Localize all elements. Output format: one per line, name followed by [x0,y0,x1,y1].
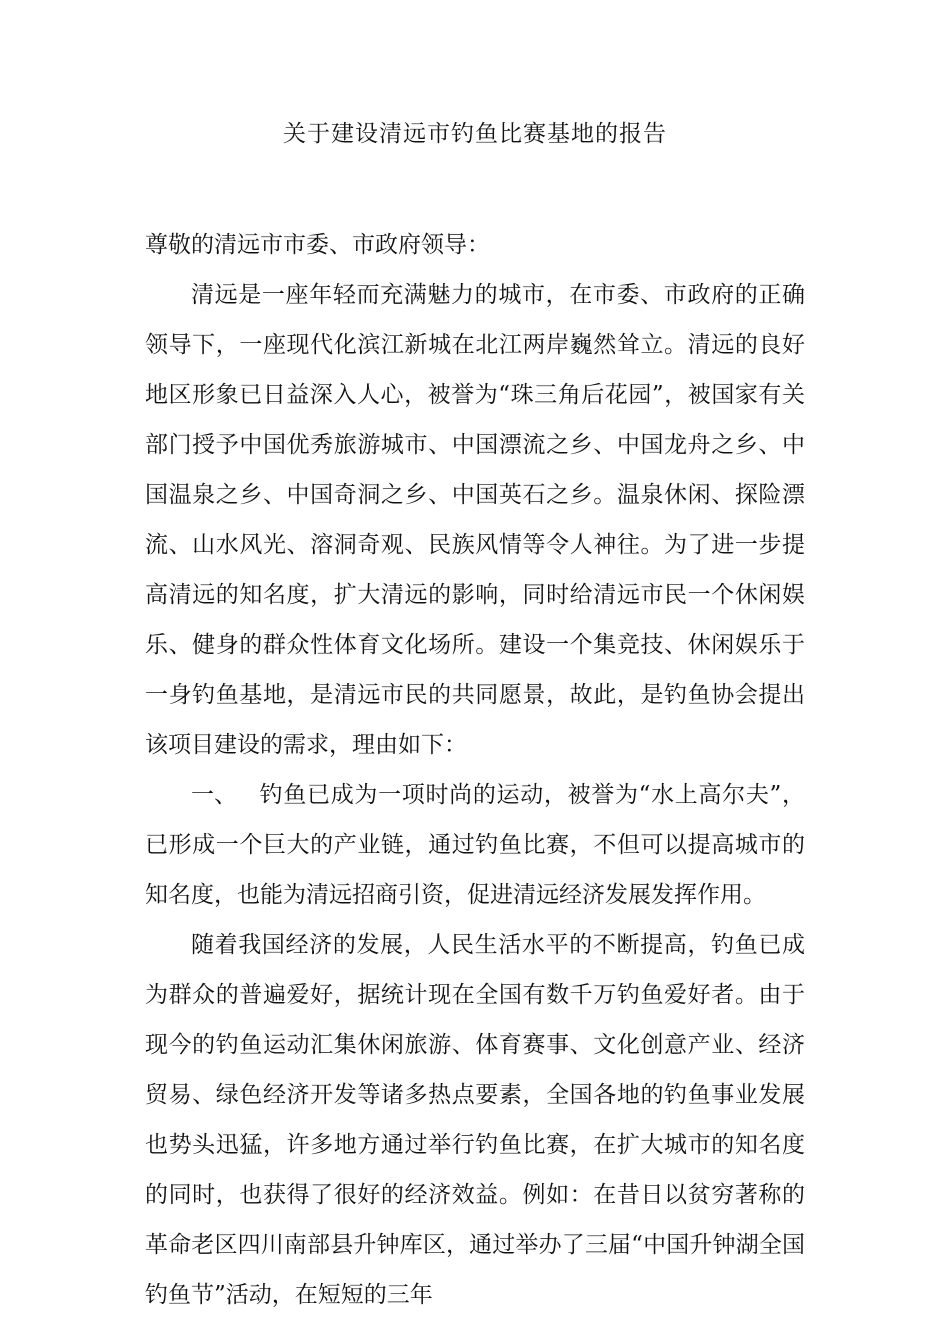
section-one-paragraph [145,770,805,920]
document-body [145,220,805,1320]
document-title: 关于建设清远市钓鱼比赛基地的报告 [283,121,667,147]
economy-paragraph: 随着我国经济的发展，人民生活水平的不断提高，钓鱼已成为群众的普遍爱好，据统计现在全国有数千万钓鱼爱好者。由于现今的钓鱼运动汇集休闲旅游、体育赛事、文化创意产业、经济贸易、绿色经济开发等诸多热点要素，全国各地的钓鱼事业发展也势头迅猛，许多地方通过举行钓鱼比赛，在扩大城市的知名度的同时，也获得了很好的经济效益。例如：在昔日以贫穷著称的革命老区四川南部县升钟库区，通过举办了三届“中国升钟湖全国钓鱼节”活动，在短短的三年 [145,932,805,1308]
greeting-line: 尊敬的清远市市委、市政府领导： [145,232,490,258]
section-one-text: 钓鱼已成为一项时尚的运动，被誉为“水上高尔夫”，已形成一个巨大的产业链，通过钓鱼比赛，不但可以提高城市的知名度，也能为清远招商引资，促进清远经济发展发挥作用。 [145,782,805,908]
section-number: 一、 [191,782,237,808]
intro-paragraph: 清远是一座年轻而充满魅力的城市，在市委、市政府的正确领导下，一座现代化滨江新城在北江两岸巍然耸立。清远的良好地区形象已日益深入人心，被誉为“珠三角后花园”，被国家有关部门授予中国优秀旅游城市、中国漂流之乡、中国龙舟之乡、中国温泉之乡、中国奇洞之乡、中国英石之乡。温泉休闲、探险漂流、山水风光、溶洞奇观、民族风情等令人神往。为了进一步提高清远的知名度，扩大清远的影响，同时给清远市民一个休闲娱乐、健身的群众性体育文化场所。建设一个集竞技、休闲娱乐于一身钓鱼基地，是清远市民的共同愿景，故此，是钓鱼协会提出该项目建设的需求，理由如下： [145,282,805,758]
